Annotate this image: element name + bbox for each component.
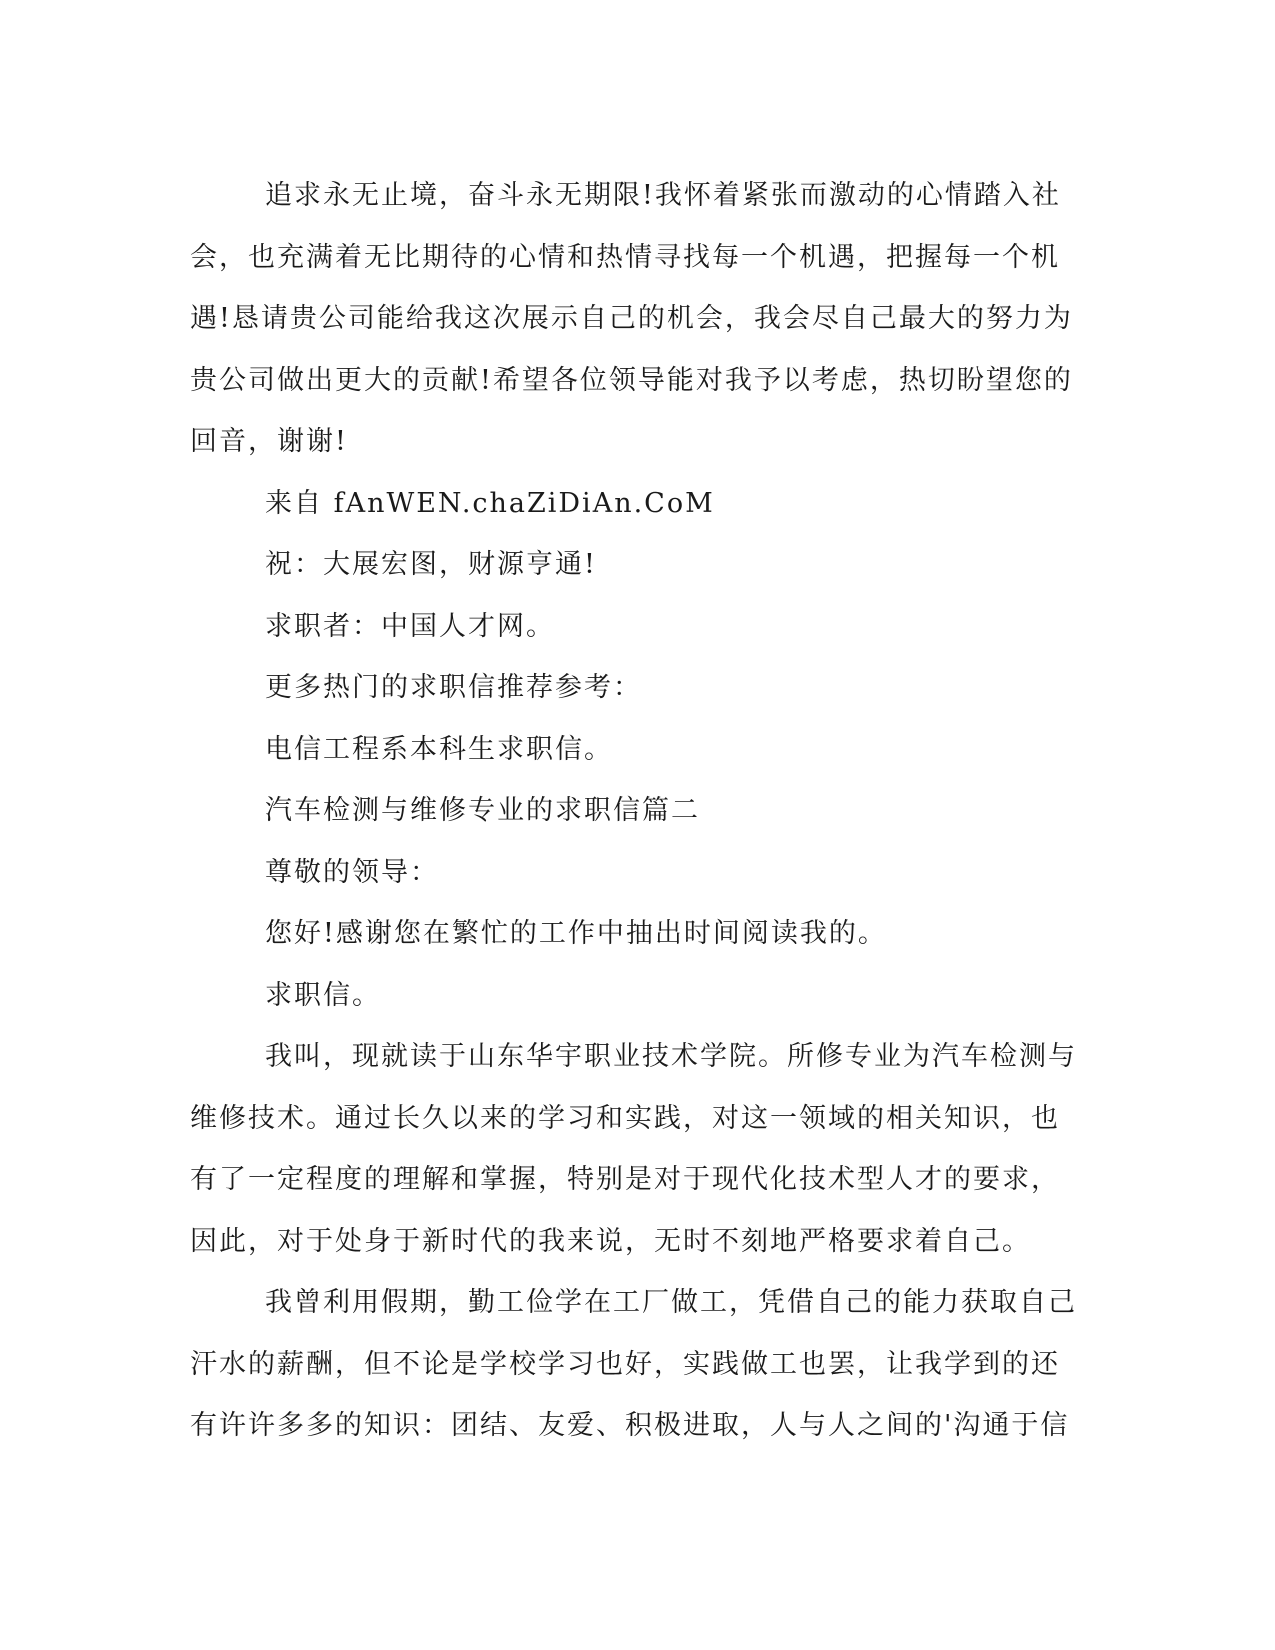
paragraph-line: 会，也充满着无比期待的心情和热情寻找每一个机遇，把握每一个机	[190, 241, 1060, 273]
document-body	[190, 165, 1080, 1457]
paragraph-line: 维修技术。通过长久以来的学习和实践，对这一领域的相关知识，也	[190, 1102, 1060, 1134]
paragraph-line: 我曾利用假期，勤工俭学在工厂做工，凭借自己的能力获取自己	[265, 1287, 1077, 1318]
applicant-line: 求职者：中国人才网。	[265, 610, 555, 642]
paragraph-line: 回音，谢谢!	[190, 426, 348, 457]
salutation: 尊敬的领导：	[265, 856, 439, 888]
paragraph-line: 贵公司做出更大的贡献!希望各位领导能对我予以考虑，热切盼望您的	[190, 364, 1073, 396]
paragraph-line: 我叫，现就读于山东华宇职业技术学院。所修专业为汽车检测与	[265, 1041, 1077, 1072]
section-title: 汽车检测与维修专业的求职信篇二	[265, 795, 700, 826]
paragraph-line: 有了一定程度的理解和掌握，特别是对于现代化技术型人才的要求，	[190, 1164, 1060, 1195]
paragraph-line: 有许许多多的知识：团结、友爱、积极进取，人与人之间的'沟通于信	[190, 1410, 1070, 1441]
paragraph-line: 追求永无止境，奋斗永无期限!我怀着紧张而激动的心情踏入社	[265, 180, 1061, 211]
paragraph-line: 遇!恳请贵公司能给我这次展示自己的机会，我会尽自己最大的努力为	[190, 303, 1073, 334]
paragraph-line: 因此，对于处身于新时代的我来说，无时不刻地严格要求着自己。	[190, 1225, 1031, 1257]
recommend-item: 电信工程系本科生求职信。	[265, 733, 613, 765]
recommend-heading: 更多热门的求职信推荐参考：	[265, 672, 642, 703]
greeting-line: 您好!感谢您在繁忙的工作中抽出时间阅读我的。	[265, 918, 887, 949]
wish-line: 祝：大展宏图，财源亨通!	[265, 549, 597, 580]
paragraph-line: 求职信。	[265, 979, 381, 1011]
paragraph-line: 汗水的薪酬，但不论是学校学习也好，实践做工也罢，让我学到的还	[190, 1348, 1060, 1380]
source-line: 来自 fAnWEN.chaZiDiAn.CoM	[265, 487, 715, 519]
